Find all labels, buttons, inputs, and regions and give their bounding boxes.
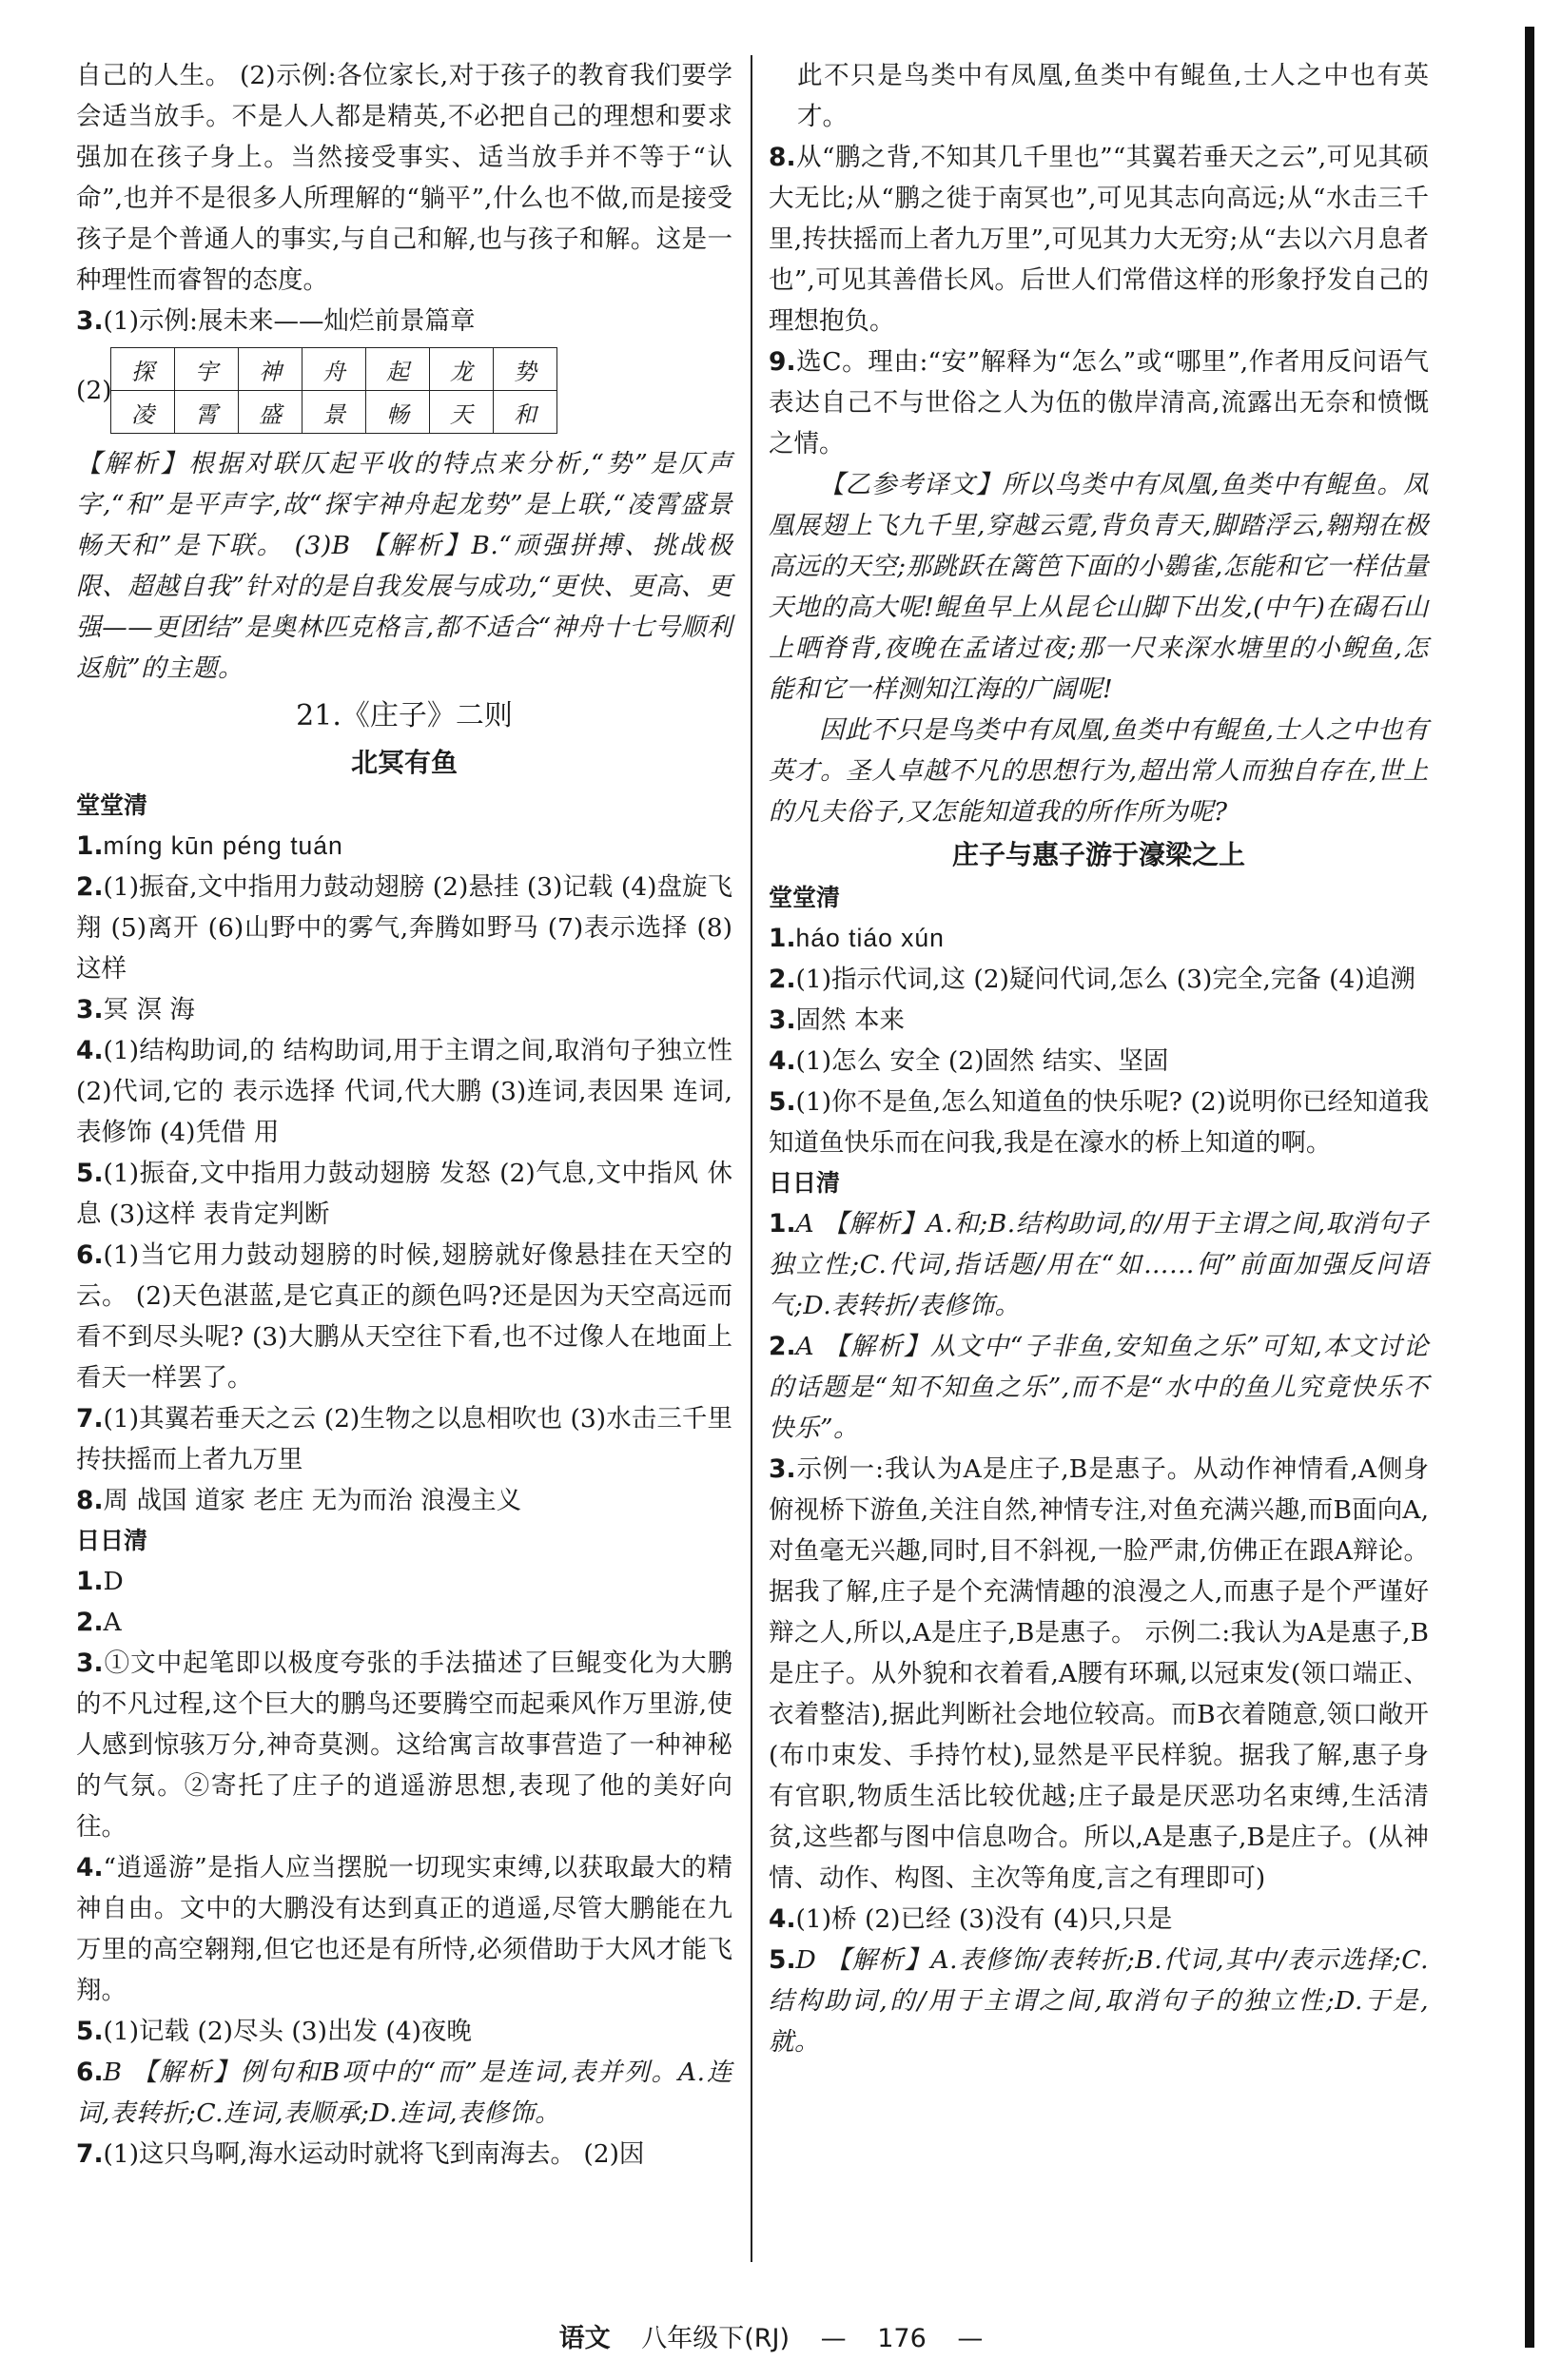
grid-cell: 景 (303, 391, 366, 434)
item-text: A 【解析】A.和;B.结构助词,的/用于主谓之间,取消句子独立性;C.代词,指话题/用在“如……何”前面加强反问语气;D.表转折/表修饰。 (769, 1209, 1429, 1320)
footer-subject: 语文 (558, 2324, 611, 2353)
grid-cell: 起 (366, 348, 430, 391)
answer-item (76, 826, 732, 867)
right-column (769, 55, 1429, 2062)
section-heading: 日日清 (76, 1527, 148, 1554)
answer-list (76, 826, 732, 1521)
footer-dash: — (957, 2324, 984, 2353)
item-number: 4. (769, 1046, 796, 1076)
couplet-table (110, 347, 557, 434)
item-text: (1)桥 (2)已经 (3)没有 (4)只,只是 (795, 1904, 1173, 1934)
grid-cell: 神 (239, 348, 303, 391)
item-number: 3. (76, 1648, 104, 1678)
section-heading: 堂堂清 (769, 884, 841, 911)
item-number: 8. (76, 1486, 104, 1515)
couplet-row-upper (111, 348, 557, 391)
question-3-part-1: 3.(1)示例:展未来——灿烂前景篇章 (76, 306, 476, 336)
item-text: 选C。理由:“安”解释为“怎么”或“哪里”,作者用反问语气表达自己不与世俗之人为伍的傲岸清高,流露出无奈和愤慨之情。 (769, 347, 1429, 458)
item-number: 3. (76, 995, 104, 1024)
grid-cell: 畅 (366, 391, 430, 434)
item-text: (1)指示代词,这 (2)疑问代词,怎么 (3)完全,完备 (4)追溯 (795, 965, 1415, 994)
item-text: ①文中起笔即以极度夸张的手法描述了巨鲲变化为大鹏的不凡过程,这个巨大的鹏鸟还要腾空而起乘风作万里游,使人感到惊骇万分,神奇莫测。这给寓言故事营造了一种神秘的气氛。②寄托了庄子的逍遥游思想,表现了他的美好向往。 (76, 1648, 732, 1842)
item-number: 6. (76, 1240, 104, 1270)
answer-item (76, 989, 732, 1030)
grid-cell: 势 (494, 348, 557, 391)
item-number: 7. (76, 1404, 104, 1434)
item-text: B 【解析】例句和B项中的“而”是连词,表并列。A.连词,表转折;C.连词,表顺承;D.连词,表修饰。 (76, 2058, 732, 2128)
item-text: (1)当它用力鼓动翅膀的时候,翅膀就好像悬挂在天空的云。 (2)天色湛蓝,是它真正的颜色吗?还是因为天空高远而看不到尽头呢? (3)大鹏从天空往下看,也不过像人在地面上看天一样罢了。 (76, 1240, 732, 1393)
page-edge-bar (1525, 27, 1534, 2348)
footer-dash: — (820, 2324, 847, 2353)
answer-item (76, 1602, 732, 1643)
item-number: 5. (76, 2017, 104, 2046)
item-text: D (103, 1567, 124, 1596)
item-text: 固然 本来 (795, 1005, 905, 1035)
grid-cell: 探 (111, 348, 175, 391)
item-text: (1)振奋,文中指用力鼓动翅膀 发怒 (2)气息,文中指风 休息 (3)这样 表肯定判断 (76, 1159, 732, 1229)
grid-cell: 霄 (175, 391, 239, 434)
item-text: (1)其翼若垂天之云 (2)生物之以息相吹也 (3)水击三千里 抟扶摇而上者九万里 (76, 1404, 732, 1474)
item-text: A 【解析】从文中“子非鱼,安知鱼之乐”可知,本文讨论的话题是“知不知鱼之乐”,而不是“水中的鱼儿究竟快乐不快乐”。 (769, 1332, 1429, 1443)
paragraph-continuation: 自己的人生。 (2)示例:各位家长,对于孩子的教育我们要学会适当放手。不是人人都是精英,不必把自己的理想和要求强加在孩子身上。当然接受事实、适当放手并不等于“认命”,也并不是很多人所理解的“躺平”,什么也不做,而是接受孩子是个普通人的事实,与自己和解,也与孩子和解。这是一种理性而睿智的态度。 (76, 61, 732, 295)
grid-cell: 舟 (303, 348, 366, 391)
answer-item (76, 1153, 732, 1235)
translation-paragraph: 【乙参考译文】所以鸟类中有凤凰,鱼类中有鲲鱼。凤凰展翅上飞九千里,穿越云霓,背负青天,脚踏浮云,翱翔在极高远的天空;那跳跃在篱笆下面的小鷃雀,怎能和它一样估量天地的高大呢!鲲鱼早上从昆仑山脚下出发,(中午)在碣石山上晒脊背,夜晚在孟诸过夜;那一尺来深水塘里的小鲵鱼,怎能和它一样测知江海的广阔呢! (769, 470, 1429, 704)
item-number: 4. (769, 1904, 796, 1934)
grid-cell: 龙 (430, 348, 494, 391)
answer-list (769, 137, 1429, 464)
item-number: 4. (76, 1036, 104, 1065)
answer-item (76, 1643, 732, 1847)
item-number: 2. (76, 1608, 104, 1637)
item-text: (1)你不是鱼,怎么知道鱼的快乐呢? (2)说明你已经知道我知道鱼快乐而在问我,我是在濠水的桥上知道的啊。 (769, 1087, 1429, 1158)
answer-item (769, 1940, 1429, 2062)
grid-cell: 凌 (111, 391, 175, 434)
grid-cell: 宇 (175, 348, 239, 391)
couplet-grid (76, 347, 732, 434)
item-text: A (103, 1608, 122, 1637)
couplet-row-lower (111, 391, 557, 434)
item-text: D 【解析】A.表修饰/表转折;B.代词,其中/表示选择;C.结构助词,的/用于主谓之间,取消句子的独立性;D.于是,就。 (769, 1945, 1429, 2057)
item-text: 从“鹏之背,不知其几千里也”“其翼若垂天之云”,可见其硕大无比;从“鹏之徙于南冥也”,可见其志向高远;从“水击三千里,抟扶摇而上者九万里”,可见其力大无穷;从“去以六月息者也”,可见其善借长风。后世人们常借这样的形象抒发自己的理想抱负。 (769, 143, 1429, 336)
page-number: 176 (877, 2324, 927, 2353)
answer-list (76, 1561, 732, 2175)
answer-item (769, 1449, 1429, 1899)
item-text: 冥 溟 海 (103, 995, 195, 1024)
item-number: 5. (76, 1159, 104, 1188)
section-heading: 日日清 (769, 1169, 841, 1197)
item-number: 2. (769, 1332, 796, 1361)
item-number: 1. (769, 924, 796, 953)
column-divider (751, 55, 752, 2262)
item-number: 5. (769, 1087, 796, 1117)
answer-item (76, 1480, 732, 1521)
page-footer (0, 2317, 1542, 2354)
answer-item (769, 1203, 1429, 1326)
translation-paragraph: 因此不只是鸟类中有凤凰,鱼类中有鲲鱼,士人之中也有英才。圣人卓越不凡的思想行为,超出常人而独自存在,世上的凡夫俗子,又怎能知道我的所作所为呢? (769, 715, 1429, 827)
answer-item (769, 1000, 1429, 1041)
answer-item (76, 1030, 732, 1153)
answer-item (76, 1235, 732, 1398)
analysis-text: 【解析】根据对联仄起平收的特点来分析,“势”是仄声字,“和”是平声字,故“探宇神舟起龙势”是上联,“凌霄盛景畅天和”是下联。 (3)B 【解析】B.“顽强拼搏、挑战极限、超越自我”针对的是自我发展与成功,“更快、更高、更强——更团结”是奥林匹克格言,都不适合“神舟十七号顺利返航”的主题。 (76, 449, 732, 683)
item-number: 7. (76, 2139, 104, 2169)
item-text: háo tiáo xún (795, 924, 945, 952)
answer-item (769, 1082, 1429, 1163)
answer-item (769, 137, 1429, 341)
answer-item (76, 2052, 732, 2134)
item-number: 8. (769, 143, 796, 172)
item-text: 周 战国 道家 老庄 无为而治 浪漫主义 (103, 1486, 522, 1515)
item-text: “逍遥游”是指人应当摆脱一切现实束缚,以获取最大的精神自由。文中的大鹏没有达到真正的逍遥,尽管大鹏能在九万里的高空翱翔,但它也还是有所恃,必须借助于大风才能飞翔。 (76, 1853, 732, 2005)
answer-item (769, 918, 1429, 959)
item-text: (1)结构助词,的 结构助词,用于主谓之间,取消句子独立性 (2)代词,它的 表示选择 代词,代大鹏 (3)连词,表因果 连词,表修饰 (4)凭借 用 (76, 1036, 732, 1147)
answer-item (769, 1899, 1429, 1940)
footer-grade: 八年级下(RJ) (641, 2324, 791, 2353)
item-text: (1)振奋,文中指用力鼓动翅膀 (2)悬挂 (3)记载 (4)盘旋飞翔 (5)离开 (6)山野中的雾气,奔腾如野马 (7)表示选择 (8)这样 (76, 872, 732, 984)
item-text: (1)怎么 安全 (2)固然 结实、坚固 (795, 1046, 1169, 1076)
answer-item (769, 1326, 1429, 1449)
answer-item (76, 1561, 732, 1602)
item-number: 3. (769, 1005, 796, 1035)
answer-item (769, 959, 1429, 1000)
item-number: 3. (769, 1454, 796, 1484)
grid-cell: 和 (494, 391, 557, 434)
chapter-title: 21.《庄子》二则 (296, 699, 513, 732)
answer-list (769, 1203, 1429, 2062)
item-text: (1)记载 (2)尽头 (3)出发 (4)夜晚 (103, 2017, 472, 2046)
answer-item (76, 1847, 732, 2011)
answer-item (76, 2011, 732, 2052)
grid-cell: 盛 (239, 391, 303, 434)
grid-cell: 天 (430, 391, 494, 434)
item-number: 2. (769, 965, 796, 994)
left-column (76, 55, 732, 2175)
item-number: 1. (76, 831, 104, 861)
item-number: 2. (76, 872, 104, 902)
lesson-title: 庄子与惠子游于濠梁之上 (951, 839, 1245, 870)
section-heading: 堂堂清 (76, 791, 148, 819)
answer-item (76, 867, 732, 989)
answer-item (769, 1041, 1429, 1082)
answer-list (769, 918, 1429, 1163)
item-number: 6. (76, 2058, 104, 2087)
item-number: 5. (769, 1945, 796, 1975)
item-text: (1)这只鸟啊,海水运动时就将飞到南海去。 (2)因 (103, 2139, 645, 2169)
paragraph-continuation: 此不只是鸟类中有凤凰,鱼类中有鲲鱼,士人之中也有英才。 (797, 61, 1429, 131)
lesson-title: 北冥有鱼 (350, 747, 458, 778)
answer-item (76, 2134, 732, 2175)
answer-item (769, 341, 1429, 464)
item-number: 1. (76, 1567, 104, 1596)
item-number: 1. (769, 1209, 796, 1239)
grid-label: (2) (76, 376, 112, 405)
answer-item (76, 1398, 732, 1480)
item-text: 示例一:我认为A是庄子,B是惠子。从动作神情看,A侧身俯视桥下游鱼,关注自然,神情专注,对鱼充满兴趣,而B面向A,对鱼毫无兴趣,同时,目不斜视,一脸严肃,仿佛正在跟A辩论。据我了解,庄子是个充满情趣的浪漫之人,而惠子是个严谨好辩之人,所以,A是庄子,B是惠子。 示例二:我认为A是惠子,B是庄子。从外貌和衣着看,A腰有环珮,以冠束发(领口端正、衣着整洁),据此判断社会地位较高。而B衣着随意,领口敞开(布巾束发、手持竹杖),显然是平民样貌。据我了解,惠子身有官职,物质生活比较优越;庄子最是厌恶功名束缚,生活清贫,这些都与图中信息吻合。所以,A是惠子,B是庄子。(从神情、动作、构图、主次等角度,言之有理即可) (769, 1454, 1429, 1893)
item-text: míng kūn péng tuán (103, 831, 343, 860)
item-number: 9. (769, 347, 796, 377)
item-number: 4. (76, 1853, 104, 1883)
